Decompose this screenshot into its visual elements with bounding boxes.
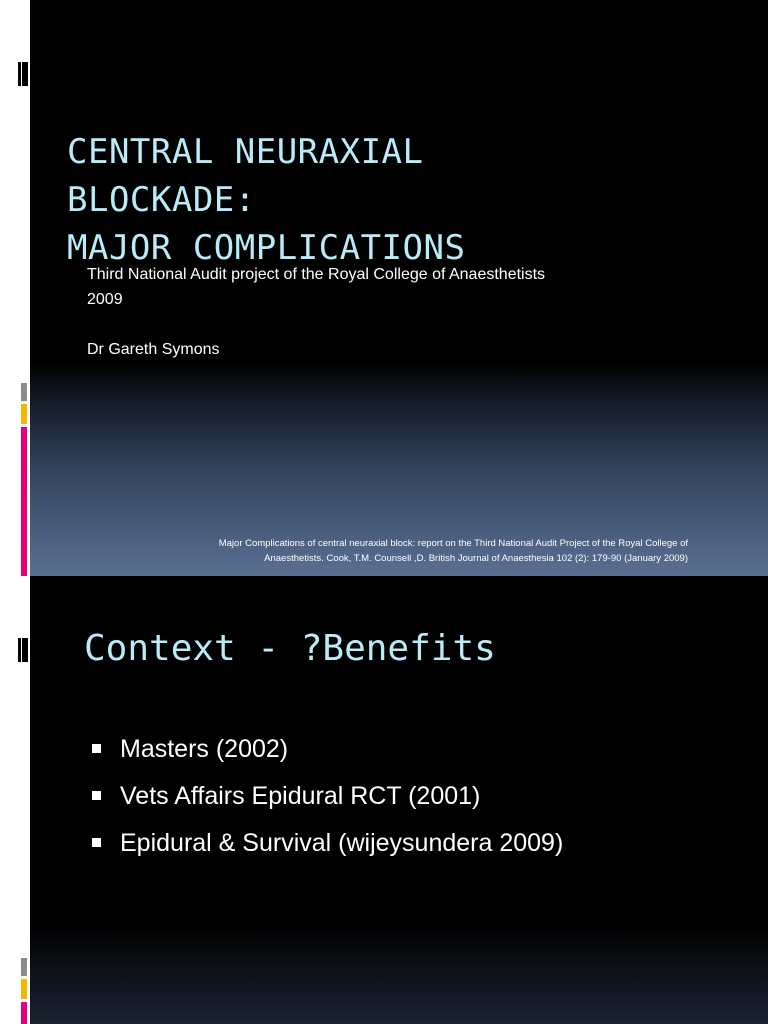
subtitle-line: 2009 bbox=[87, 291, 123, 308]
slide-marker-icon bbox=[18, 62, 28, 86]
title-line: MAJOR COMPLICATIONS bbox=[67, 228, 466, 268]
reference-line: Major Complications of central neuraxial block: report on the Third National Audit Project of the Royal College of bbox=[218, 538, 688, 549]
title-line: BLOCKADE: bbox=[67, 180, 256, 220]
accent-bar-yellow bbox=[21, 404, 27, 424]
square-bullet-icon bbox=[92, 791, 101, 800]
accent-bar-pink bbox=[21, 1002, 27, 1024]
accent-bar-yellow bbox=[21, 979, 27, 999]
bullet-item bbox=[92, 726, 563, 773]
bullet-text: Masters (2002) bbox=[120, 735, 289, 763]
slide-heading: Context - ?Benefits bbox=[84, 628, 496, 669]
author-name: Dr Gareth Symons bbox=[87, 341, 220, 358]
slide-marker-icon bbox=[18, 638, 28, 662]
bullet-item bbox=[92, 773, 563, 820]
square-bullet-icon bbox=[92, 838, 101, 847]
reference-citation bbox=[219, 536, 688, 566]
slide-title-heading bbox=[67, 128, 465, 272]
accent-bar-gray bbox=[21, 958, 27, 976]
reference-line: Anaesthetists. Cook, T.M. Counsell ,D. British Journal of Anaesthesia 102 (2): 179-90 (January 2009) bbox=[264, 553, 688, 564]
slide-title bbox=[30, 0, 768, 576]
square-bullet-icon bbox=[92, 744, 101, 753]
bullet-item bbox=[92, 820, 563, 867]
title-line: CENTRAL NEURAXIAL bbox=[67, 132, 424, 172]
slide-subtitle bbox=[87, 262, 545, 362]
bullet-text: Epidural & Survival (wijeysundera 2009) bbox=[120, 829, 564, 857]
accent-bar-gray bbox=[21, 383, 27, 401]
accent-bar-pink bbox=[21, 427, 27, 576]
bullet-text: Vets Affairs Epidural RCT (2001) bbox=[120, 782, 481, 810]
slide-context bbox=[30, 576, 768, 1024]
bullet-list bbox=[92, 726, 563, 867]
subtitle-line: Third National Audit project of the Royal College of Anaesthetists bbox=[87, 266, 546, 283]
